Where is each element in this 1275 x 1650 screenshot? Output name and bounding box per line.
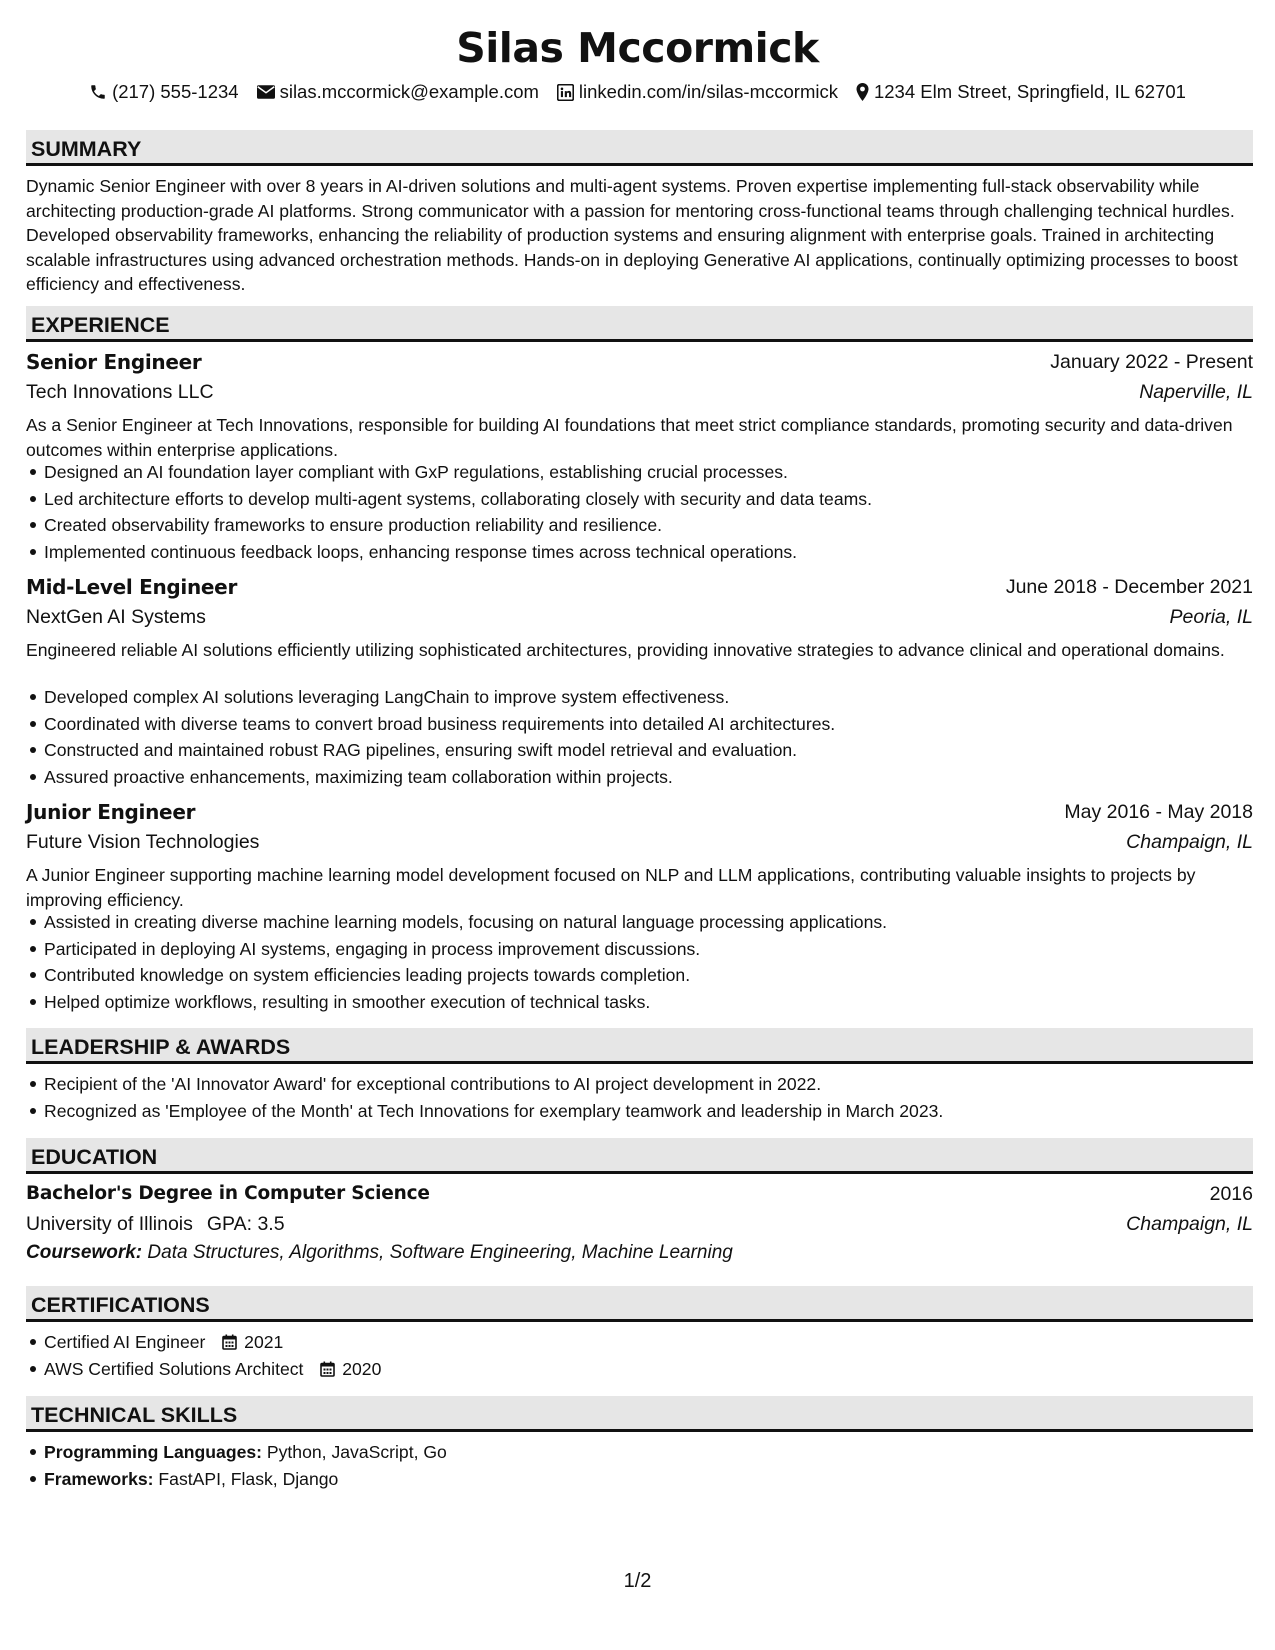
job-1-description: As a Senior Engineer at Tech Innovations, responsible for building AI foundations that meet strict compliance standards, promoting security and data-driven outcomes within enterprise applications. [26, 415, 1233, 460]
list-item: Designed an AI foundation layer compliant with GxP regulations, establishing crucial processes. [44, 459, 1253, 486]
job-company: Future Vision Technologies [26, 831, 260, 853]
contact-phone[interactable] [89, 80, 239, 104]
job-3-title-row [26, 798, 1253, 826]
job-location: Peoria, IL [1169, 606, 1253, 628]
job-2-company-row [26, 603, 1253, 631]
list-item: Constructed and maintained robust RAG pipelines, ensuring swift model retrieval and evaluation. [44, 737, 1253, 764]
cert-name: Certified AI Engineer [44, 1332, 206, 1352]
skill-value: Python, JavaScript, Go [266, 1442, 447, 1462]
linkedin-icon [557, 84, 574, 101]
leadership-list [26, 1071, 1253, 1124]
job-location: Champaign, IL [1126, 831, 1253, 853]
job-company: Tech Innovations LLC [26, 381, 214, 403]
contact-bar [0, 80, 1275, 104]
candidate-name: Silas Mccormick [456, 24, 819, 72]
education-degree-row [26, 1180, 1253, 1208]
coursework [26, 1239, 733, 1267]
education-school-row [26, 1210, 1253, 1238]
job-3-company-row [26, 828, 1253, 856]
coursework-label: Coursework: [26, 1242, 143, 1263]
education-heading: EDUCATION [31, 1145, 158, 1169]
gpa: GPA: 3.5 [206, 1213, 285, 1235]
list-item: Helped optimize workflows, resulting in smoother execution of technical tasks. [44, 989, 1253, 1016]
map-marker-icon [856, 83, 869, 101]
school-info [26, 1210, 285, 1238]
list-item: Recognized as 'Employee of the Month' at Tech Innovations for exemplary teamwork and leadership in March 2023. [44, 1098, 1253, 1125]
certifications-heading: CERTIFICATIONS [31, 1293, 210, 1317]
leadership-header [26, 1028, 1253, 1064]
summary-heading: SUMMARY [31, 137, 142, 161]
certifications-header [26, 1286, 1253, 1322]
job-title: Mid-Level Engineer [26, 575, 238, 599]
experience-heading: EXPERIENCE [31, 313, 170, 337]
phone-icon [89, 83, 107, 101]
degree-year: 2016 [1209, 1183, 1253, 1205]
list-item [44, 1329, 1253, 1356]
cert-year: 2020 [342, 1358, 382, 1379]
certifications-list [26, 1329, 1253, 1382]
page-number: 1/2 [623, 1570, 652, 1592]
calendar-icon [222, 1334, 237, 1350]
skills-list [26, 1439, 1253, 1492]
linkedin-text: linkedin.com/in/silas-mccormick [578, 81, 838, 102]
address-text: 1234 Elm Street, Springfield, IL 62701 [873, 81, 1186, 102]
list-item [44, 1466, 1253, 1493]
contact-address [856, 80, 1186, 104]
envelope-icon [257, 85, 275, 99]
job-1-company-row [26, 378, 1253, 406]
job-2-bullets [26, 684, 1253, 790]
job-1-bullets [26, 459, 1253, 565]
list-item: Assured proactive enhancements, maximizing team collaboration within projects. [44, 764, 1253, 791]
email-text: silas.mccormick@example.com [279, 81, 539, 102]
list-item: Recipient of the 'AI Innovator Award' for exceptional contributions to AI project development in 2022. [44, 1071, 1253, 1098]
job-1-title-row [26, 348, 1253, 376]
cert-name: AWS Certified Solutions Architect [44, 1358, 304, 1379]
list-item: Contributed knowledge on system efficiencies leading projects towards completion. [44, 962, 1253, 989]
skills-header [26, 1396, 1253, 1432]
skill-label: Frameworks: [44, 1468, 154, 1489]
education-header [26, 1138, 1253, 1174]
job-2-description: Engineered reliable AI solutions efficiently utilizing sophisticated architectures, providing innovative strategies to advance clinical and operational domains. [26, 640, 1225, 660]
skill-label: Programming Languages: [44, 1442, 262, 1462]
job-location: Naperville, IL [1139, 381, 1253, 403]
list-item: Implemented continuous feedback loops, enhancing response times across technical operations. [44, 539, 1253, 566]
job-dates: May 2016 - May 2018 [1064, 801, 1253, 823]
job-dates: June 2018 - December 2021 [1005, 576, 1253, 598]
phone-text: (217) 555-1234 [112, 81, 239, 102]
job-dates: January 2022 - Present [1050, 351, 1253, 373]
list-item: Developed complex AI solutions leveraging LangChain to improve system effectiveness. [44, 684, 1253, 711]
job-title: Junior Engineer [26, 800, 196, 824]
summary-text: Dynamic Senior Engineer with over 8 years in AI-driven solutions and multi-agent systems. Proven expertise implementing full-stack observability while architecting production-grade AI platforms. Strong communicator with a passion for mentoring cross-functional teams through challenging technical hurdles. Developed observability frameworks, enhancing the reliability of production systems and ensuring alignment with enterprise goals. Trained in architecting scalable infrastructures using advanced orchestration methods. Hands-on in deploying Generative AI applications, continually optimizing processes to boost efficiency and effectiveness. [26, 176, 1238, 295]
school-location: Champaign, IL [1126, 1213, 1253, 1235]
calendar-icon [320, 1361, 335, 1377]
list-item: Created observability frameworks to ensure production reliability and resilience. [44, 512, 1253, 539]
list-item: Participated in deploying AI systems, engaging in process improvement discussions. [44, 936, 1253, 963]
job-2-title-row [26, 573, 1253, 601]
job-3-bullets [26, 909, 1253, 1015]
job-title: Senior Engineer [26, 350, 202, 374]
coursework-text: Data Structures, Algorithms, Software Engineering, Machine Learning [147, 1242, 733, 1263]
contact-email[interactable] [257, 80, 539, 104]
list-item [44, 1356, 1253, 1383]
skill-value: FastAPI, Flask, Django [158, 1468, 339, 1489]
degree-title: Bachelor's Degree in Computer Science [26, 1183, 430, 1204]
list-item [44, 1439, 1253, 1466]
experience-header [26, 306, 1253, 342]
skills-heading: TECHNICAL SKILLS [31, 1403, 238, 1427]
list-item: Led architecture efforts to develop multi-agent systems, collaborating closely with security and data teams. [44, 486, 1253, 513]
list-item: Coordinated with diverse teams to convert broad business requirements into detailed AI architectures. [44, 711, 1253, 738]
job-company: NextGen AI Systems [26, 606, 206, 628]
contact-linkedin[interactable] [557, 80, 838, 104]
summary-header [26, 130, 1253, 166]
cert-year: 2021 [244, 1332, 284, 1352]
job-3-description: A Junior Engineer supporting machine learning model development focused on NLP and LLM applications, contributing valuable insights to projects by improving efficiency. [26, 865, 1196, 910]
leadership-heading: LEADERSHIP & AWARDS [31, 1035, 291, 1059]
school-name: University of Illinois [26, 1213, 193, 1235]
list-item: Assisted in creating diverse machine learning models, focusing on natural language processing applications. [44, 909, 1253, 936]
